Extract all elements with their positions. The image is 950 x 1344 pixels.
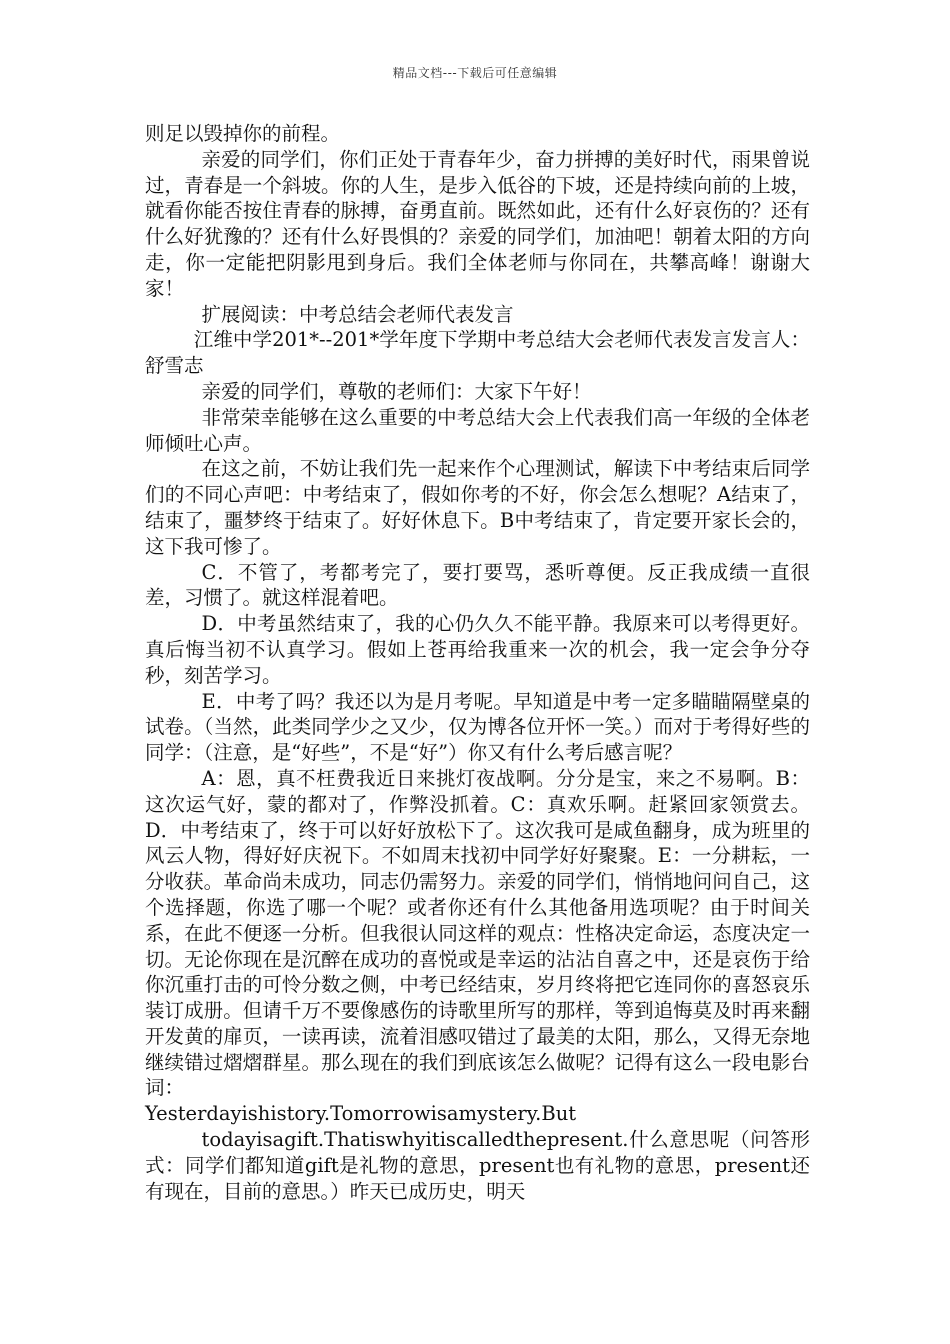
paragraph: 非常荣幸能够在这么重要的中考总结大会上代表我们高一年级的全体老师倾吐心声。 <box>145 405 810 455</box>
paragraph: 在这之前，不妨让我们先一起来作个心理测试，解读下中考结束后同学们的不同心声吧：中考结束了，假如你考的不好，你会怎么想呢？A结束了，结束了，噩梦终于结束了。好好休息下。B中考结束了，肯定要开家长会的，这下我可惨了。 <box>145 457 810 558</box>
document-body <box>145 121 810 1204</box>
page-header: 精品文档---下载后可任意编辑 <box>392 66 558 80</box>
paragraph: 则足以毁掉你的前程。 <box>145 122 341 145</box>
paragraph: Yesterdayishistory.Tomorrowisamystery.But <box>145 1102 577 1126</box>
paragraph: E．中考了吗？我还以为是月考呢。早知道是中考一定多瞄瞄隔壁桌的试卷。（当然，此类同学少之又少，仅为博各位开怀一笑。）而对于考得好些的同学：（注意，是“好些”，不是“好”）你又有什么考后感言呢？ <box>145 689 810 765</box>
paragraph: 亲爱的同学们，你们正处于青春年少，奋力拼搏的美好时代，雨果曾说过，青春是一个斜坡。你的人生，是步入低谷的下坡，还是持续向前的上坡，就看你能否按住青春的脉搏，奋勇直前。既然如此，还有什么好哀伤的？还有什么好犹豫的？还有什么好畏惧的？亲爱的同学们，加油吧！朝着太阳的方向走，你一定能把阴影甩到身后。我们全体老师与你同在，共攀高峰！谢谢大家！ <box>145 147 810 300</box>
paragraph: 扩展阅读：中考总结会老师代表发言 <box>201 302 514 326</box>
paragraph: D．中考虽然结束了，我的心仍久久不能平静。我原来可以考得更好。真后悔当初不认真学习。假如上苍再给我重来一次的机会，我一定会争分夺秒，刻苦学习。 <box>145 612 810 687</box>
paragraph: todayisagift.Thatiswhyitiscalledthepresent.什么意思呢（问答形式：同学们都知道gift是礼物的意思，present也有礼物的意思，present还有现在，目前的意思。）昨天已成历史，明天 <box>145 1128 810 1203</box>
paragraph: C．不管了，考都考完了，要打要骂，悉听尊便。反正我成绩一直很差，习惯了。就这样混着吧。 <box>145 560 810 610</box>
paragraph: 亲爱的同学们，尊敬的老师们：大家下午好！ <box>201 379 592 403</box>
paragraph: A：恩，真不枉费我近日来挑灯夜战啊。分分是宝，来之不易啊。B：这次运气好，蒙的都对了，作弊没抓着。C：真欢乐啊。赶紧回家领赏去。D．中考结束了，终于可以好好放松下了。这次我可是咸鱼翻身，成为班里的风云人物，得好好庆祝下。不如周末找初中同学好好聚聚。E：一分耕耘，一分收获。革命尚未成功，同志仍需努力。亲爱的同学们，悄悄地问问自己，这个选择题，你选了哪一个呢？或者你还有什么其他备用选项呢？由于时间关系，在此不便逐一分析。但我很认同这样的观点：性格决定命运，态度决定一切。无论你现在是沉醉在成功的喜悦或是幸运的沾沾自喜之中，还是哀伤于给你沉重打击的可怜分数之侧，中考已经结束，岁月终将把它连同你的喜怒哀乐装订成册。但请千万不要像感伤的诗歌里所写的那样，等到追悔莫及时再来翻开发黄的扉页，一读再读，流着泪感叹错过了最美的太阳，那么，又得无奈地继续错过熠熠群星。那么现在的我们到底该怎么做呢？记得有这么一段电影台词： <box>145 766 810 1100</box>
paragraph: 江维中学201*--201*学年度下学期中考总结大会老师代表发言发言人：舒雪志 <box>145 328 810 378</box>
